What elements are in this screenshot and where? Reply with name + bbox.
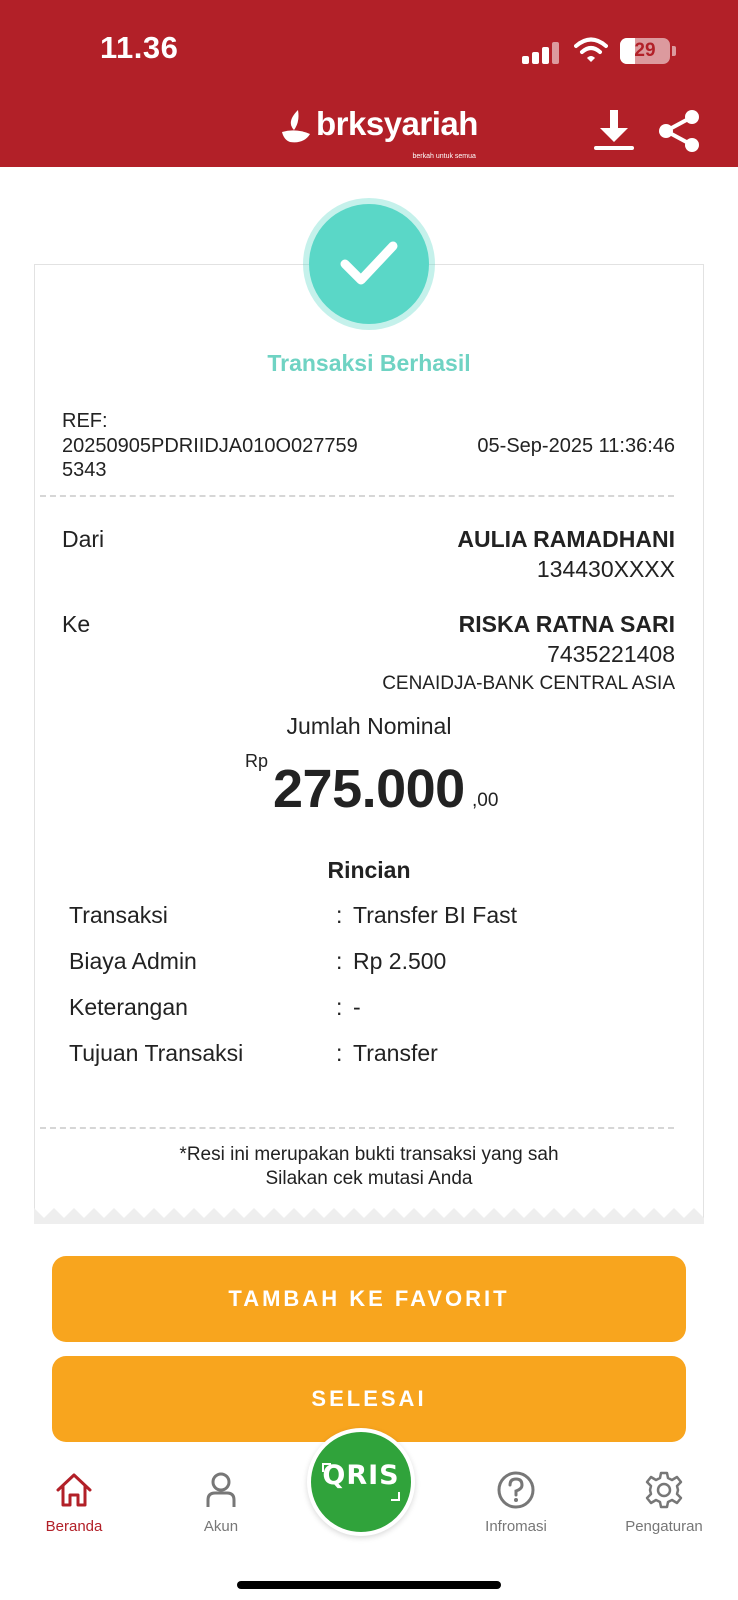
detail-separator: :: [336, 948, 343, 974]
detail-label: Keterangan: [69, 994, 188, 1020]
amount-cents: ,00: [472, 790, 499, 811]
detail-value: Rp 2.500: [353, 948, 447, 974]
nav-home[interactable]: [14, 1470, 134, 1535]
signal-icon: [522, 42, 560, 64]
brand-name-text: brksyariah: [316, 105, 478, 142]
nav-home-label: Beranda: [45, 1518, 103, 1535]
nav-settings-label: Pengaturan: [625, 1518, 703, 1535]
nav-info[interactable]: [456, 1470, 576, 1535]
divider: [40, 1127, 674, 1129]
brand-logo: [280, 105, 478, 160]
brand-tagline: berkah untuk semua: [412, 153, 476, 160]
home-indicator: [237, 1581, 501, 1589]
receipt-card: [34, 264, 704, 1224]
brand-logo-icon: [280, 108, 312, 146]
add-favorite-button[interactable]: TAMBAH KE FAVORIT: [52, 1256, 686, 1342]
download-icon[interactable]: [592, 108, 636, 152]
detail-value: Transfer: [353, 1040, 438, 1066]
ref-label: REF:: [62, 410, 108, 432]
home-icon: [54, 1470, 94, 1510]
details-title: Rincian: [327, 857, 411, 883]
amount-label: Jumlah Nominal: [286, 713, 452, 739]
detail-separator: :: [336, 994, 343, 1020]
brand-name: [316, 105, 478, 160]
from-label: Dari: [62, 526, 105, 552]
recipient-account: 7435221408: [547, 641, 675, 667]
ref-number: 20250905PDRIIDJA010O027759: [62, 435, 358, 457]
sender-account: 134430XXXX: [536, 556, 675, 582]
wifi-icon: [574, 36, 608, 64]
divider: [40, 495, 674, 497]
qris-label: QRIS: [322, 1460, 400, 1491]
transaction-datetime: 05-Sep-2025 11:36:46: [477, 435, 675, 457]
nav-settings[interactable]: [604, 1470, 724, 1535]
nav-account-label: Akun: [203, 1518, 239, 1535]
success-check-icon: [309, 204, 429, 324]
battery-tip: [672, 46, 676, 56]
status-time: 11.36: [100, 30, 179, 65]
receipt-note: *Resi ini merupakan bukti transaksi yang sah: [179, 1144, 559, 1165]
battery-level: 29: [634, 40, 656, 61]
ref-number-cont: 5343: [62, 459, 107, 481]
detail-separator: :: [336, 902, 343, 928]
gear-icon: [644, 1470, 684, 1510]
detail-label: Transaksi: [69, 902, 168, 928]
detail-separator: :: [336, 1040, 343, 1066]
qris-button[interactable]: [307, 1428, 415, 1536]
detail-label: Tujuan Transaksi: [69, 1040, 244, 1066]
receipt-torn-edge: [34, 1208, 704, 1224]
recipient-name: RISKA RATNA SARI: [458, 611, 675, 637]
nav-info-label: Infromasi: [485, 1518, 547, 1535]
help-icon: [496, 1470, 536, 1510]
receipt-note-2: Silakan cek mutasi Anda: [265, 1168, 473, 1189]
done-button[interactable]: SELESAI: [52, 1356, 686, 1442]
detail-value: -: [353, 994, 361, 1020]
battery-icon: [620, 38, 670, 64]
user-icon: [201, 1470, 241, 1510]
detail-value: Transfer BI Fast: [353, 902, 518, 928]
app-header: [0, 0, 738, 167]
recipient-bank: CENAIDJA-BANK CENTRAL ASIA: [382, 673, 675, 694]
transaction-status: Transaksi Berhasil: [267, 350, 471, 376]
amount-currency: Rp: [245, 751, 269, 771]
amount-value: 275.000: [273, 759, 465, 819]
nav-account[interactable]: [161, 1470, 281, 1535]
sender-name: AULIA RAMADHANI: [457, 526, 675, 552]
detail-label: Biaya Admin: [69, 948, 197, 974]
share-icon[interactable]: [656, 108, 702, 154]
to-label: Ke: [62, 611, 91, 637]
